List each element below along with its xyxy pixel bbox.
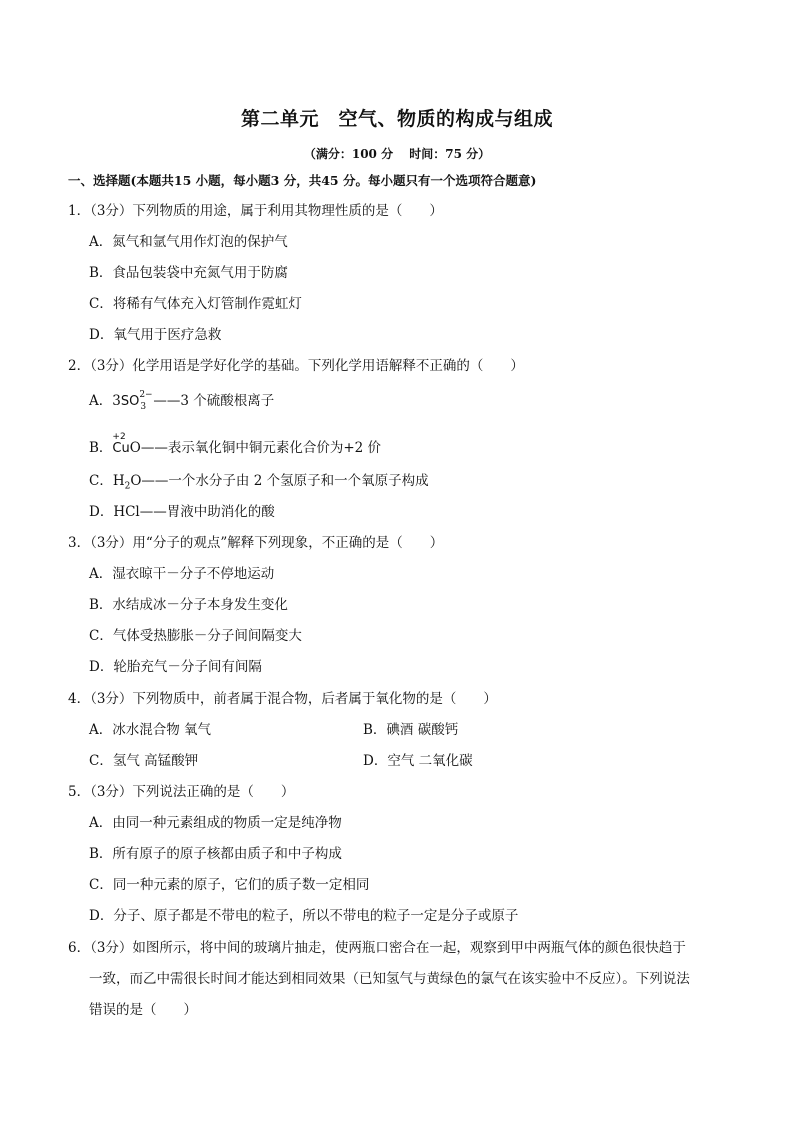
question-6-line-3: 错误的是（ ）	[89, 1002, 197, 1018]
copper-with-valence	[112, 432, 130, 458]
question-4-stem: 4．（3分）下列物质中，前者属于混合物，后者属于氧化物的是（ ）	[68, 691, 497, 707]
question-2-option-a	[89, 392, 274, 411]
section-heading: 一、选择题(本题共15 小题，每小题3 分，共45 分。每小题只有一个选项符合题意)	[68, 173, 537, 188]
question-6-line-1: 6．（3分）如图所示，将中间的玻璃片抽走，使两瓶口密合在一起，观察到甲中两瓶气体的颜色很快趋于	[68, 940, 686, 956]
question-3-option-c: C．气体受热膨胀－分子间间隔变大	[89, 628, 302, 644]
sulfate-charge: 2−	[139, 390, 153, 400]
sulfate-charge-and-subscript	[139, 392, 153, 410]
copper-symbol: Cu	[112, 441, 130, 456]
question-2-option-b	[89, 432, 382, 458]
page-title: 第二单元 空气、物质的构成与组成	[240, 108, 553, 130]
copper-valence: +2	[112, 432, 126, 442]
question-5-option-c: C．同一种元素的原子，它们的质子数一定相同	[89, 877, 370, 893]
question-3-option-a: A．湿衣晾干－分子不停地运动	[89, 566, 275, 582]
page-subtitle: （满分：100 分 时间：75 分）	[303, 147, 491, 161]
option-c-text: O——一个水分子由 2 个氢原子和一个氧原子构成	[130, 473, 429, 489]
option-c-prefix: C．H	[89, 473, 125, 489]
option-a-text: ——3 个硫酸根离子	[153, 393, 275, 409]
sulfate-subscript: 3	[140, 402, 147, 412]
question-4-option-a: A．冰水混合物 氧气	[89, 722, 212, 738]
question-5-option-b: B．所有原子的原子核都由质子和中子构成	[89, 846, 342, 862]
question-6-line-2: 一致，而乙中需很长时间才能达到相同效果（已知氢气与黄绿色的氯气在该实验中不反应）。下列说法	[89, 971, 690, 987]
question-3-option-d: D．轮胎充气－分子间有间隔	[89, 659, 262, 675]
question-4-option-c: C．氢气 高锰酸钾	[89, 753, 199, 769]
question-2-stem: 2．（3分）化学用语是学好化学的基础。下列化学用语解释不正确的（ ）	[68, 358, 524, 374]
sulfate-formula: SO	[120, 394, 140, 409]
question-1-option-b: B．食品包装袋中充氮气用于防腐	[89, 265, 288, 281]
question-1-option-d: D．氧气用于医疗急救	[89, 327, 222, 343]
option-b-prefix: B．	[89, 440, 113, 456]
question-4-option-b: B．碘酒 碳酸钙	[363, 722, 459, 738]
question-2-option-d: D．HCl——胃液中助消化的酸	[89, 504, 275, 520]
question-1-option-c: C．将稀有气体充入灯管制作霓虹灯	[89, 296, 302, 312]
question-1-stem: 1．（3分）下列物质的用途，属于利用其物理性质的是（ ）	[68, 203, 443, 219]
option-b-text: O——表示氧化铜中铜元素化合价为+2 价	[129, 440, 382, 456]
option-a-prefix: A．3	[89, 393, 121, 409]
question-5-stem: 5．（3分）下列说法正确的是（ ）	[68, 784, 295, 800]
question-2-option-c	[89, 472, 429, 496]
question-5-option-d: D．分子、原子都是不带电的粒子，所以不带电的粒子一定是分子或原子	[89, 908, 519, 924]
question-3-option-b: B．水结成冰－分子本身发生变化	[89, 597, 288, 613]
question-5-option-a: A．由同一种元素组成的物质一定是纯净物	[89, 815, 342, 831]
question-1-option-a: A．氮气和氩气用作灯泡的保护气	[89, 234, 288, 250]
question-3-stem: 3．（3分）用“分子的观点”解释下列现象，不正确的是（ ）	[68, 535, 444, 551]
question-4-option-d: D．空气 二氧化碳	[363, 753, 473, 769]
water-subscript: 2	[124, 481, 131, 492]
